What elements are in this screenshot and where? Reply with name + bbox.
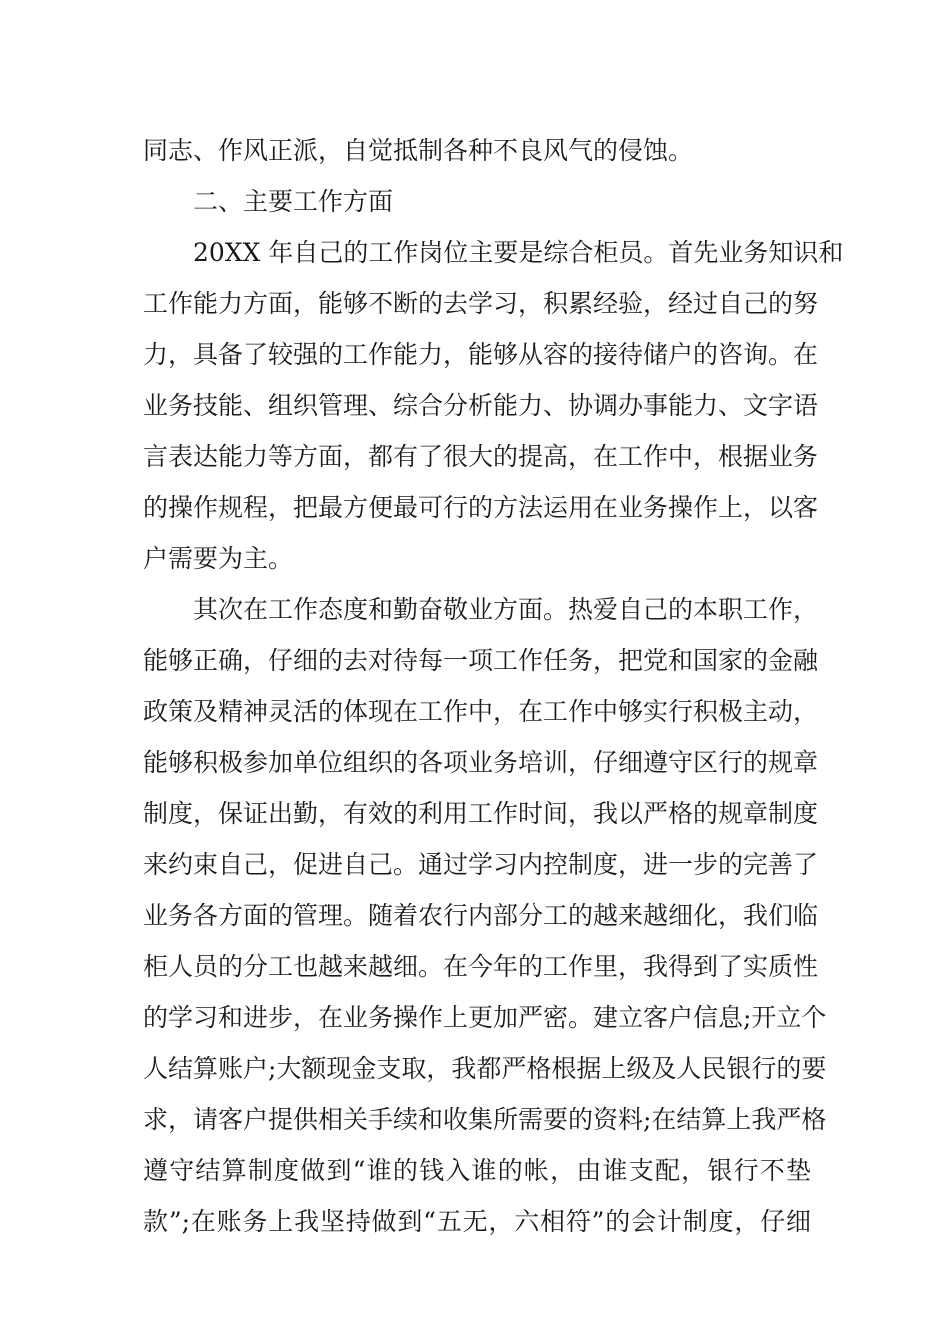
text-line-16: 业务各方面的管理。随着农行内部分工的越来越细化，我们临	[143, 901, 819, 930]
text-line-20: 求，请客户提供相关手续和收集所需要的资料;在结算上我严格	[143, 1105, 827, 1134]
text-line-21: 遵守结算制度做到“谁的钱入谁的帐，由谁支配，银行不垫	[143, 1156, 811, 1185]
text-line-13: 能够积极参加单位组织的各项业务培训，仔细遵守区行的规章	[143, 748, 819, 777]
text-line-6: 业务技能、组织管理、综合分析能力、协调办事能力、文字语	[143, 391, 819, 420]
text-line-12: 政策及精神灵活的体现在工作中，在工作中够实行积极主动，	[143, 697, 819, 726]
text-line-7: 言表达能力等方面，都有了很大的提高，在工作中，根据业务	[143, 442, 819, 471]
text-line-15: 来约束自己，促进自己。通过学习内控制度，进一步的完善了	[143, 850, 819, 879]
document-body	[143, 125, 844, 1247]
text-line-11: 能够正确，仔细的去对待每一项工作任务，把党和国家的金融	[143, 646, 819, 675]
text-line-8: 的操作规程，把最方便最可行的方法运用在业务操作上，以客	[143, 493, 819, 522]
text-line-10: 其次在工作态度和勤奋敬业方面。热爱自己的本职工作，	[193, 595, 819, 624]
text-line-22: 款”;在账务上我坚持做到“五无，六相符”的会计制度，仔细	[143, 1207, 811, 1236]
text-line-19: 人结算账户;大额现金支取，我都严格根据上级及人民银行的要	[143, 1054, 827, 1083]
text-line-14: 制度，保证出勤，有效的利用工作时间，我以严格的规章制度	[143, 799, 819, 828]
text-line-18: 的学习和进步，在业务操作上更加严密。建立客户信息;开立个	[143, 1003, 827, 1032]
text-line-3: 20XX 年自己的工作岗位主要是综合柜员。首先业务知识和	[193, 238, 844, 267]
text-line-17: 柜人员的分工也越来越细。在今年的工作里，我得到了实质性	[143, 952, 819, 981]
text-line-9: 户需要为主。	[143, 544, 294, 573]
section-heading: 二、主要工作方面	[193, 187, 394, 216]
text-line-5: 力，具备了较强的工作能力，能够从容的接待储户的咨询。在	[143, 340, 819, 369]
text-line-4: 工作能力方面，能够不断的去学习，积累经验，经过自己的努	[143, 289, 819, 318]
text-line-1: 同志、作风正派，自觉抵制各种不良风气的侵蚀。	[143, 136, 694, 165]
